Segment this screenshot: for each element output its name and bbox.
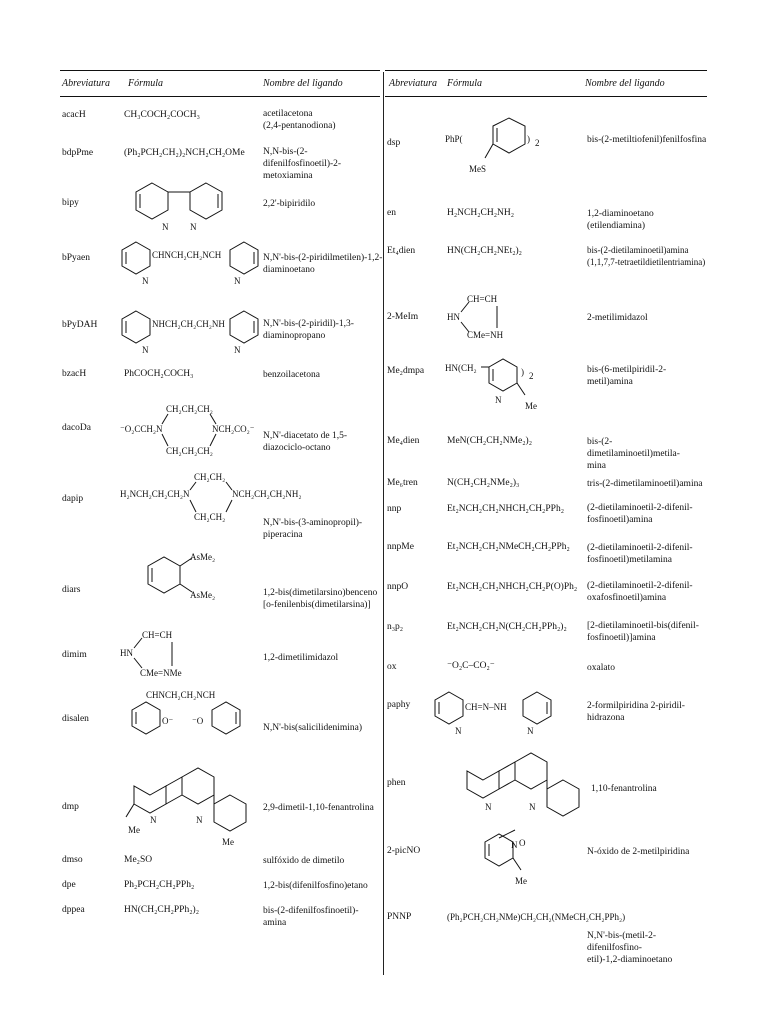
abbr-en: en <box>387 208 396 218</box>
structure-2-picNO <box>481 830 541 900</box>
structure-bPyaen <box>122 236 262 288</box>
structure-bPyDAH <box>122 305 262 357</box>
formula-en: H₂NCH₂CH₂NH₂ <box>447 208 515 218</box>
formula-acacH: CH₃COCH₂COCH₃ <box>124 110 200 120</box>
name-bPyDAH: N,N'-bis-(2-piridil)-1,3- diaminopropano <box>263 319 354 341</box>
abbr-nnpO: nnpO <box>387 582 409 592</box>
svg-text:NHCH₂CH₂CH₂NH: NHCH₂CH₂CH₂NH <box>152 319 225 329</box>
name-ox: oxalato <box>587 663 615 673</box>
svg-text:N: N <box>511 840 518 850</box>
structure-dmp <box>126 763 246 853</box>
formula-dppea: HN(CH₂CH₂PPh₂)₂ <box>124 905 200 915</box>
svg-text:Me: Me <box>222 837 234 847</box>
name-bzacH: benzoilacetona <box>263 370 320 380</box>
abbr-paphy: paphy <box>387 700 411 710</box>
structure-dimim <box>120 628 210 680</box>
name-2-picNO: N-óxido de 2-metilpiridina <box>587 847 690 857</box>
name-Me6tren: tris-(2-dimetilaminoetil)amina <box>587 479 703 489</box>
svg-text:HN: HN <box>120 648 133 658</box>
svg-text:N: N <box>234 276 241 286</box>
structure-dsp <box>445 112 555 187</box>
formula-nnpMe: Et₂NCH₂CH₂NMeCH₂CH₂PPh₂ <box>447 542 570 552</box>
svg-text:N: N <box>529 802 536 812</box>
abbr-nnpMe: nnpMe <box>387 542 414 552</box>
svg-text:O: O <box>519 838 526 848</box>
name-phen: 1,10-fenantrolina <box>591 784 657 794</box>
svg-text:NCH₂CH₂CH₂NH₂: NCH₂CH₂CH₂NH₂ <box>232 489 302 499</box>
name-dppea: bis-(2-difenilfosfinoetil)-amina <box>263 906 359 928</box>
svg-text:N: N <box>485 802 492 812</box>
abbr-bPyDAH: bPyDAH <box>62 320 98 330</box>
svg-text:N: N <box>162 222 169 232</box>
formula-PNNP: (Ph₂PCH₂CH₂NMe)CH₂CH₂(NMeCH₂CH₂PPh₂) <box>447 912 626 922</box>
structure-bipy <box>132 178 242 233</box>
svg-text:⁻O: ⁻O <box>192 716 204 726</box>
svg-text:): ) <box>521 367 524 377</box>
svg-text:N: N <box>196 815 203 825</box>
svg-text:H₂NCH₂CH₂CH₂N: H₂NCH₂CH₂CH₂N <box>120 489 190 499</box>
formula-dmso: Me₂SO <box>124 855 153 865</box>
abbr-dapip: dapip <box>62 494 84 504</box>
svg-text:2: 2 <box>535 138 540 148</box>
abbr-dppea: dppea <box>62 905 85 915</box>
svg-text:N: N <box>495 395 502 405</box>
name-acacH: acetilacetona (2,4-pentanodiona) <box>263 109 336 131</box>
svg-text:CH₂CH₂: CH₂CH₂ <box>194 512 226 522</box>
formula-n3p2: Et₂NCH₂CH₂N(CH₂CH₂PPh₂)₂ <box>447 622 567 632</box>
abbr-dpe: dpe <box>62 880 76 890</box>
abbr-PNNP: PNNP <box>387 912 412 922</box>
abbr-2-picNO: 2-picNO <box>387 846 421 856</box>
structure-2-MeIm <box>447 292 527 344</box>
name-bipy: 2,2'-bipiridilo <box>263 199 316 209</box>
name-Me2dmpa: bis-(6-metilpiridil-2-metil)amina <box>587 365 667 387</box>
svg-text:CH=CH: CH=CH <box>142 630 173 640</box>
formula-ox: ⁻O₂C–CO₂⁻ <box>447 661 495 671</box>
abbr-n3p2: n₃p₂ <box>387 622 404 632</box>
structure-dacoDa <box>120 402 265 457</box>
header-rule <box>60 96 380 97</box>
name-PNNP: N,N'-bis-(metil-2-difenilfosfino- etil)-1,2-diaminoetano <box>587 931 673 965</box>
name-nnp: (2-dietilaminoetil-2-difenil- fosfinoetil)amina <box>587 503 693 525</box>
svg-text:CH₂CH₂: CH₂CH₂ <box>194 472 226 482</box>
svg-text:N: N <box>527 726 534 736</box>
abbr-2-MeIm: 2-MeIm <box>387 312 419 322</box>
header-formula: Fórmula <box>128 78 163 89</box>
name-diars: 1,2-bis(dimetilarsino)benceno [o-fenilenbis(dimetilarsina)] <box>263 588 378 610</box>
svg-text:MeS: MeS <box>469 164 487 174</box>
name-Et4dien: bis-(2-dietilaminoetil)amina (1,1,7,7-tetraetildietilentriamina) <box>587 245 706 267</box>
name-disalen: N,N'-bis(salicilidenimina) <box>263 723 363 733</box>
svg-text:N: N <box>234 345 241 355</box>
svg-text:CH=N–NH: CH=N–NH <box>465 702 507 712</box>
abbr-dmp: dmp <box>62 802 79 812</box>
svg-text:CMe=NH: CMe=NH <box>467 330 504 340</box>
svg-text:N: N <box>455 726 462 736</box>
name-2-MeIm: 2-metilimidazol <box>587 313 648 323</box>
svg-text:N: N <box>142 345 149 355</box>
header-name: Nombre del ligando <box>263 78 343 89</box>
abbr-bdpPme: bdpPme <box>62 148 94 158</box>
structure-phen <box>463 750 583 822</box>
svg-text:CH=CH: CH=CH <box>467 294 498 304</box>
formula-bdpPme: (Ph₂PCH₂CH₂)₂NCH₂CH₂OMe <box>124 148 245 158</box>
column-divider <box>383 72 384 975</box>
svg-text:2: 2 <box>529 371 534 381</box>
svg-text:AsMe₂: AsMe₂ <box>190 590 216 600</box>
abbr-acacH: acacH <box>62 110 86 120</box>
abbr-dsp: dsp <box>387 138 401 148</box>
svg-text:CHNCH₂CH₂NCH: CHNCH₂CH₂NCH <box>152 250 222 260</box>
name-dpe: 1,2-bis(difenilfosfino)etano <box>263 881 368 891</box>
header-formula-right: Fórmula <box>447 78 482 89</box>
structure-Me2dmpa <box>445 345 565 417</box>
abbr-bPyaen: bPyaen <box>62 253 90 263</box>
abbr-dimim: dimim <box>62 650 87 660</box>
abbr-nnp: nnp <box>387 504 402 514</box>
name-dmso: sulfóxido de dimetilo <box>263 856 345 866</box>
abbr-phen: phen <box>387 778 406 788</box>
svg-text:Me: Me <box>515 876 527 886</box>
name-bPyaen: N,N'-bis-(2-piridilmetilen)-1,2- diaminoetano <box>263 253 383 275</box>
formula-Me6tren: N(CH₂CH₂NMe₂)₃ <box>447 478 520 488</box>
header-abbr-right: Abreviatura <box>389 78 437 89</box>
name-paphy: 2-formilpiridina 2-piridil- hidrazona <box>587 701 685 723</box>
svg-text:N: N <box>190 222 197 232</box>
header-rule-right <box>385 96 707 97</box>
abbr-bipy: bipy <box>62 198 79 208</box>
svg-text:Me: Me <box>128 825 140 835</box>
svg-text:PhP(: PhP( <box>445 134 463 144</box>
top-rule-right <box>385 70 707 71</box>
name-en: 1,2-diaminoetano (etilendiamina) <box>587 209 654 231</box>
name-dimim: 1,2-dimetilimidazol <box>263 653 339 663</box>
name-nnpO: (2-dietilaminoetil-2-difenil- oxafosfinoetil)amina <box>587 581 693 603</box>
abbr-Me4dien: Me₄dien <box>387 436 420 446</box>
formula-nnpO: Et₂NCH₂CH₂NHCH₂CH₂P(O)Ph₂ <box>447 582 578 592</box>
svg-text:NCH₂CO₂⁻: NCH₂CO₂⁻ <box>212 424 255 434</box>
svg-text:N: N <box>150 815 157 825</box>
structure-disalen <box>116 688 246 748</box>
header-abbr: Abreviatura <box>62 78 110 89</box>
svg-text:O⁻: O⁻ <box>162 716 174 726</box>
abbr-bzacH: bzacH <box>62 369 87 379</box>
svg-text:HN: HN <box>447 312 460 322</box>
name-dmp: 2,9-dimetil-1,10-fenantrolina <box>263 803 374 813</box>
formula-Et4dien: HN(CH₂CH₂NEt₂)₂ <box>447 246 522 256</box>
svg-text:CHNCH₂CH₂NCH: CHNCH₂CH₂NCH <box>146 690 216 700</box>
abbr-diars: diars <box>62 585 81 595</box>
name-dapip: N,N'-bis-(3-aminopropil)- piperacina <box>263 518 363 540</box>
formula-nnp: Et₂NCH₂CH₂NHCH₂CH₂PPh₂ <box>447 504 565 514</box>
svg-text:HN(CH₂: HN(CH₂ <box>445 363 477 373</box>
name-dacoDa: N,N'-diacetato de 1,5- diazociclo-octano <box>263 431 348 453</box>
name-bdpPme: N,N-bis-(2-difenilfosfinoetil)-2- metoxiamina <box>263 147 342 181</box>
structure-paphy <box>433 686 553 736</box>
svg-text:AsMe₂: AsMe₂ <box>190 552 216 562</box>
top-rule <box>60 70 380 71</box>
svg-text:⁻O₂CCH₂N: ⁻O₂CCH₂N <box>120 424 163 434</box>
name-n3p2: [2-dietilaminoetil-bis(difenil- fosfinoetil)]amina <box>587 621 699 643</box>
name-nnpMe: (2-dietilaminoetil-2-difenil- fosfinoetil)metilamina <box>587 543 693 565</box>
table-right-column <box>385 70 707 975</box>
abbr-disalen: disalen <box>62 714 89 724</box>
svg-text:N: N <box>142 276 149 286</box>
svg-text:CH₂CH₂CH₂: CH₂CH₂CH₂ <box>166 404 213 414</box>
abbr-Me2dmpa: Me₂dmpa <box>387 366 425 376</box>
header-name-right: Nombre del ligando <box>585 78 665 89</box>
svg-text:CH₂CH₂CH₂: CH₂CH₂CH₂ <box>166 446 213 456</box>
abbr-dmso: dmso <box>62 855 83 865</box>
abbr-ox: ox <box>387 662 397 672</box>
formula-dpe: Ph₂PCH₂CH₂PPh₂ <box>124 880 195 890</box>
svg-text:Me: Me <box>525 401 537 411</box>
name-dsp: bis-(2-metiltiofenil)fenilfosfina <box>587 135 707 145</box>
formula-Me4dien: MeN(CH₂CH₂NMe₂)₂ <box>447 436 533 446</box>
abbr-Me6tren: Me₆tren <box>387 478 418 488</box>
svg-text:): ) <box>527 134 530 144</box>
structure-diars <box>130 548 240 608</box>
name-Me4dien: bis-(2-dimetilaminoetil)metila- mina <box>587 437 680 471</box>
table-left-column <box>60 70 383 970</box>
svg-text:CMe=NMe: CMe=NMe <box>140 668 182 678</box>
abbr-dacoDa: dacoDa <box>62 423 92 433</box>
abbr-Et4dien: Et₄dien <box>387 246 416 256</box>
formula-bzacH: PhCOCH₂COCH₃ <box>124 369 194 379</box>
